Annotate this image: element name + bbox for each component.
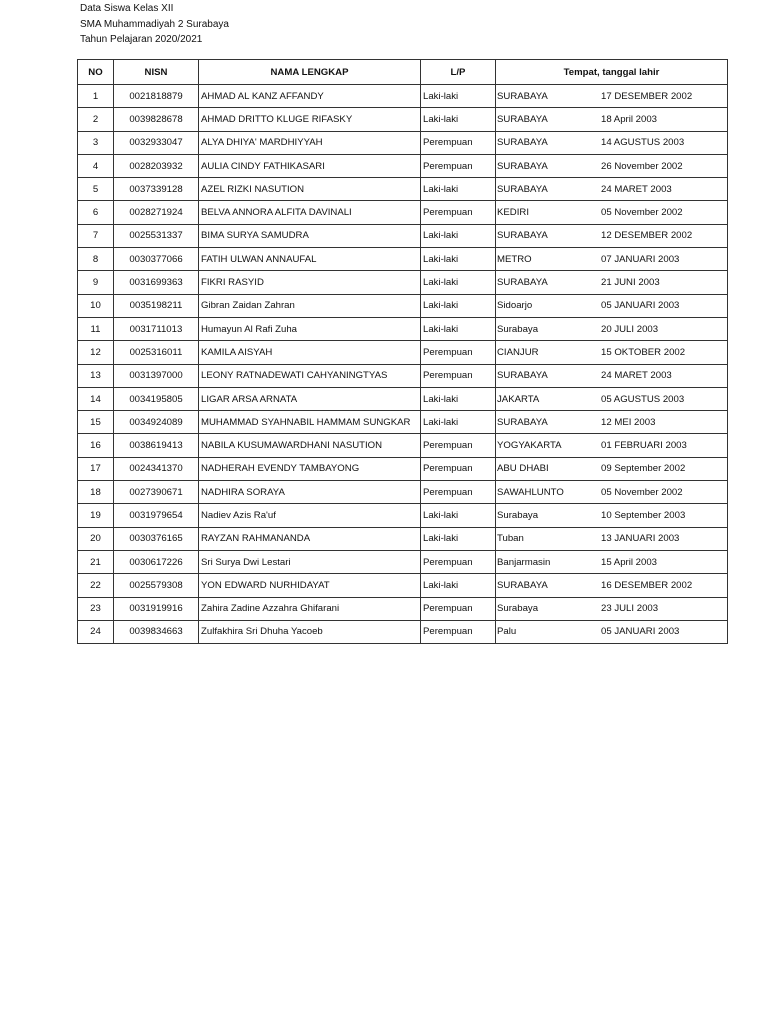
cell-lp: Laki-laki bbox=[421, 527, 496, 550]
cell-ttl bbox=[496, 154, 728, 177]
table-row bbox=[78, 271, 728, 294]
cell-no: 19 bbox=[78, 504, 114, 527]
cell-nisn: 0038619413 bbox=[114, 434, 199, 457]
header-no: NO bbox=[78, 60, 114, 85]
cell-tempat: ABU DHABI bbox=[497, 463, 549, 475]
cell-no: 15 bbox=[78, 411, 114, 434]
cell-tanggal: 18 April 2003 bbox=[601, 113, 658, 125]
cell-ttl bbox=[496, 574, 728, 597]
cell-tanggal: 12 MEI 2003 bbox=[601, 416, 656, 428]
cell-tanggal: 01 FEBRUARI 2003 bbox=[601, 440, 687, 452]
cell-nama: ALYA DHIYA' MARDHIYYAH bbox=[199, 131, 421, 154]
cell-tanggal: 24 MARET 2003 bbox=[601, 183, 672, 195]
header-ttl: Tempat, tanggal lahir bbox=[496, 60, 728, 85]
table-row bbox=[78, 504, 728, 527]
cell-lp: Perempuan bbox=[421, 201, 496, 224]
table-row bbox=[78, 248, 728, 271]
cell-nama: NABILA KUSUMAWARDHANI NASUTION bbox=[199, 434, 421, 457]
cell-ttl bbox=[496, 271, 728, 294]
cell-tanggal: 05 AGUSTUS 2003 bbox=[601, 393, 685, 405]
cell-tempat: Banjarmasin bbox=[497, 556, 551, 568]
cell-tanggal: 26 November 2002 bbox=[601, 160, 683, 172]
cell-lp: Perempuan bbox=[421, 481, 496, 504]
cell-ttl bbox=[496, 341, 728, 364]
cell-tempat: Sidoarjo bbox=[497, 300, 533, 312]
cell-lp: Laki-laki bbox=[421, 574, 496, 597]
cell-lp: Laki-laki bbox=[421, 411, 496, 434]
cell-no: 18 bbox=[78, 481, 114, 504]
cell-tanggal: 17 DESEMBER 2002 bbox=[601, 90, 693, 102]
cell-nisn: 0037339128 bbox=[114, 178, 199, 201]
cell-nisn: 0025316011 bbox=[114, 341, 199, 364]
cell-ttl bbox=[496, 504, 728, 527]
cell-tempat: CIANJUR bbox=[497, 346, 539, 358]
cell-ttl bbox=[496, 85, 728, 108]
cell-nisn: 0030377066 bbox=[114, 248, 199, 271]
cell-lp: Laki-laki bbox=[421, 271, 496, 294]
cell-tanggal: 05 November 2002 bbox=[601, 207, 683, 219]
table-row bbox=[78, 597, 728, 620]
cell-no: 24 bbox=[78, 620, 114, 643]
table-row bbox=[78, 154, 728, 177]
cell-no: 6 bbox=[78, 201, 114, 224]
cell-no: 21 bbox=[78, 550, 114, 573]
cell-nisn: 0028203932 bbox=[114, 154, 199, 177]
cell-nisn: 0031711013 bbox=[114, 317, 199, 340]
cell-nama: FATIH ULWAN ANNAUFAL bbox=[199, 248, 421, 271]
table-row bbox=[78, 411, 728, 434]
cell-no: 5 bbox=[78, 178, 114, 201]
cell-tanggal: 07 JANUARI 2003 bbox=[601, 253, 680, 265]
cell-nisn: 0024341370 bbox=[114, 457, 199, 480]
cell-ttl bbox=[496, 620, 728, 643]
header-title: Data Siswa Kelas XII bbox=[80, 3, 174, 14]
cell-nama: Humayun Al Rafi Zuha bbox=[199, 317, 421, 340]
cell-ttl bbox=[496, 317, 728, 340]
table-row bbox=[78, 434, 728, 457]
table-row bbox=[78, 387, 728, 410]
cell-no: 1 bbox=[78, 85, 114, 108]
cell-nisn: 0030376165 bbox=[114, 527, 199, 550]
cell-ttl bbox=[496, 527, 728, 550]
cell-nisn: 0021818879 bbox=[114, 85, 199, 108]
cell-lp: Perempuan bbox=[421, 457, 496, 480]
cell-no: 13 bbox=[78, 364, 114, 387]
cell-nama: Zahira Zadine Azzahra Ghifarani bbox=[199, 597, 421, 620]
cell-nisn: 0027390671 bbox=[114, 481, 199, 504]
cell-nisn: 0032933047 bbox=[114, 131, 199, 154]
table-row bbox=[78, 294, 728, 317]
cell-nisn: 0034195805 bbox=[114, 387, 199, 410]
cell-tempat: SURABAYA bbox=[497, 579, 548, 591]
cell-ttl bbox=[496, 131, 728, 154]
cell-nama: NADHIRA SORAYA bbox=[199, 481, 421, 504]
cell-tempat: SAWAHLUNTO bbox=[497, 486, 564, 498]
table-body bbox=[78, 85, 728, 644]
cell-nisn: 0031397000 bbox=[114, 364, 199, 387]
cell-nisn: 0028271924 bbox=[114, 201, 199, 224]
cell-tempat: METRO bbox=[497, 253, 532, 265]
cell-nisn: 0031979654 bbox=[114, 504, 199, 527]
cell-tempat: SURABAYA bbox=[497, 137, 548, 149]
cell-tempat: SURABAYA bbox=[497, 277, 548, 289]
table-row bbox=[78, 364, 728, 387]
cell-nama: LIGAR ARSA ARNATA bbox=[199, 387, 421, 410]
cell-tempat: KEDIRI bbox=[497, 207, 529, 219]
cell-ttl bbox=[496, 178, 728, 201]
cell-tanggal: 14 AGUSTUS 2003 bbox=[601, 137, 685, 149]
cell-lp: Laki-laki bbox=[421, 317, 496, 340]
cell-no: 2 bbox=[78, 108, 114, 131]
cell-ttl bbox=[496, 434, 728, 457]
cell-tempat: Surabaya bbox=[497, 509, 539, 521]
cell-no: 23 bbox=[78, 597, 114, 620]
cell-lp: Perempuan bbox=[421, 341, 496, 364]
cell-nama: FIKRI RASYID bbox=[199, 271, 421, 294]
cell-no: 12 bbox=[78, 341, 114, 364]
cell-ttl bbox=[496, 411, 728, 434]
cell-ttl bbox=[496, 201, 728, 224]
cell-no: 7 bbox=[78, 224, 114, 247]
cell-nisn: 0030617226 bbox=[114, 550, 199, 573]
cell-tanggal: 16 DESEMBER 2002 bbox=[601, 579, 693, 591]
cell-tanggal: 21 JUNI 2003 bbox=[601, 277, 660, 289]
cell-no: 22 bbox=[78, 574, 114, 597]
cell-tanggal: 10 September 2003 bbox=[601, 509, 686, 521]
cell-no: 20 bbox=[78, 527, 114, 550]
cell-tempat: JAKARTA bbox=[497, 393, 540, 405]
table-row bbox=[78, 341, 728, 364]
table-row bbox=[78, 201, 728, 224]
cell-no: 3 bbox=[78, 131, 114, 154]
cell-nisn: 0035198211 bbox=[114, 294, 199, 317]
cell-nama: AHMAD DRITTO KLUGE RIFASKY bbox=[199, 108, 421, 131]
cell-nama: YON EDWARD NURHIDAYAT bbox=[199, 574, 421, 597]
cell-tempat: Tuban bbox=[497, 533, 524, 545]
cell-lp: Laki-laki bbox=[421, 504, 496, 527]
cell-tanggal: 15 April 2003 bbox=[601, 556, 658, 568]
cell-lp: Perempuan bbox=[421, 154, 496, 177]
cell-tempat: Palu bbox=[497, 626, 517, 638]
table-row bbox=[78, 317, 728, 340]
cell-tanggal: 05 JANUARI 2003 bbox=[601, 626, 680, 638]
cell-ttl bbox=[496, 108, 728, 131]
table-row bbox=[78, 131, 728, 154]
cell-lp: Laki-laki bbox=[421, 178, 496, 201]
cell-nama: Zulfakhira Sri Dhuha Yacoeb bbox=[199, 620, 421, 643]
cell-lp: Perempuan bbox=[421, 434, 496, 457]
cell-nama: AZEL RIZKI NASUTION bbox=[199, 178, 421, 201]
cell-tempat: SURABAYA bbox=[497, 113, 548, 125]
cell-ttl bbox=[496, 364, 728, 387]
cell-no: 16 bbox=[78, 434, 114, 457]
cell-no: 11 bbox=[78, 317, 114, 340]
student-table bbox=[77, 59, 728, 644]
cell-tanggal: 23 JULI 2003 bbox=[601, 603, 659, 615]
cell-lp: Laki-laki bbox=[421, 224, 496, 247]
cell-tempat: SURABAYA bbox=[497, 416, 548, 428]
table-row bbox=[78, 85, 728, 108]
table-row bbox=[78, 550, 728, 573]
cell-lp: Perempuan bbox=[421, 364, 496, 387]
header-lp: L/P bbox=[421, 60, 496, 85]
header-nisn: NISN bbox=[114, 60, 199, 85]
table-row bbox=[78, 481, 728, 504]
cell-ttl bbox=[496, 294, 728, 317]
cell-no: 4 bbox=[78, 154, 114, 177]
cell-nama: LEONY RATNADEWATI CAHYANINGTYAS bbox=[199, 364, 421, 387]
document-header bbox=[80, 1, 229, 48]
cell-tanggal: 24 MARET 2003 bbox=[601, 370, 672, 382]
table-header-row bbox=[78, 60, 728, 85]
table-row bbox=[78, 457, 728, 480]
cell-nama: RAYZAN RAHMANANDA bbox=[199, 527, 421, 550]
cell-tanggal: 15 OKTOBER 2002 bbox=[601, 346, 686, 358]
cell-nisn: 0031699363 bbox=[114, 271, 199, 294]
table-row bbox=[78, 224, 728, 247]
cell-lp: Perempuan bbox=[421, 550, 496, 573]
cell-ttl bbox=[496, 597, 728, 620]
cell-no: 10 bbox=[78, 294, 114, 317]
cell-tanggal: 05 JANUARI 2003 bbox=[601, 300, 680, 312]
cell-tempat: Surabaya bbox=[497, 603, 539, 615]
cell-nama: Gibran Zaidan Zahran bbox=[199, 294, 421, 317]
cell-ttl bbox=[496, 481, 728, 504]
table-row bbox=[78, 178, 728, 201]
cell-no: 17 bbox=[78, 457, 114, 480]
cell-nama: Nadiev Azis Ra'uf bbox=[199, 504, 421, 527]
cell-tanggal: 09 September 2002 bbox=[601, 463, 686, 475]
cell-lp: Perempuan bbox=[421, 597, 496, 620]
cell-nama: NADHERAH EVENDY TAMBAYONG bbox=[199, 457, 421, 480]
cell-no: 9 bbox=[78, 271, 114, 294]
cell-tempat: YOGYAKARTA bbox=[497, 440, 562, 452]
cell-nisn: 0039828678 bbox=[114, 108, 199, 131]
cell-lp: Laki-laki bbox=[421, 387, 496, 410]
header-school: SMA Muhammadiyah 2 Surabaya bbox=[80, 18, 229, 30]
cell-tempat: SURABAYA bbox=[497, 183, 548, 195]
cell-nama: AULIA CINDY FATHIKASARI bbox=[199, 154, 421, 177]
cell-ttl bbox=[496, 457, 728, 480]
cell-tempat: SURABAYA bbox=[497, 160, 548, 172]
cell-lp: Laki-laki bbox=[421, 108, 496, 131]
cell-nisn: 0031919916 bbox=[114, 597, 199, 620]
cell-lp: Laki-laki bbox=[421, 248, 496, 271]
cell-nama: Sri Surya Dwi Lestari bbox=[199, 550, 421, 573]
cell-tempat: Surabaya bbox=[497, 323, 539, 335]
cell-ttl bbox=[496, 224, 728, 247]
cell-nama: MUHAMMAD SYAHNABIL HAMMAM SUNGKAR bbox=[199, 411, 421, 434]
cell-tanggal: 12 DESEMBER 2002 bbox=[601, 230, 693, 242]
cell-nama: AHMAD AL KANZ AFFANDY bbox=[199, 85, 421, 108]
table-row bbox=[78, 527, 728, 550]
cell-lp: Perempuan bbox=[421, 131, 496, 154]
cell-lp: Laki-laki bbox=[421, 85, 496, 108]
cell-nama: BIMA SURYA SAMUDRA bbox=[199, 224, 421, 247]
cell-tanggal: 05 November 2002 bbox=[601, 486, 683, 498]
cell-nisn: 0025531337 bbox=[114, 224, 199, 247]
cell-lp: Laki-laki bbox=[421, 294, 496, 317]
cell-ttl bbox=[496, 387, 728, 410]
table-row bbox=[78, 574, 728, 597]
cell-nisn: 0039834663 bbox=[114, 620, 199, 643]
cell-lp: Perempuan bbox=[421, 620, 496, 643]
cell-nisn: 0034924089 bbox=[114, 411, 199, 434]
table-row bbox=[78, 108, 728, 131]
cell-nama: KAMILA AISYAH bbox=[199, 341, 421, 364]
cell-ttl bbox=[496, 248, 728, 271]
header-year: Tahun Pelajaran 2020/2021 bbox=[80, 34, 203, 45]
cell-no: 14 bbox=[78, 387, 114, 410]
cell-tanggal: 13 JANUARI 2003 bbox=[601, 533, 680, 545]
cell-tempat: SURABAYA bbox=[497, 370, 548, 382]
cell-tanggal: 20 JULI 2003 bbox=[601, 323, 659, 335]
cell-ttl bbox=[496, 550, 728, 573]
cell-nisn: 0025579308 bbox=[114, 574, 199, 597]
cell-no: 8 bbox=[78, 248, 114, 271]
cell-tempat: SURABAYA bbox=[497, 90, 548, 102]
table-row bbox=[78, 620, 728, 643]
header-nama: NAMA LENGKAP bbox=[199, 60, 421, 85]
cell-tempat: SURABAYA bbox=[497, 230, 548, 242]
cell-nama: BELVA ANNORA ALFITA DAVINALI bbox=[199, 201, 421, 224]
